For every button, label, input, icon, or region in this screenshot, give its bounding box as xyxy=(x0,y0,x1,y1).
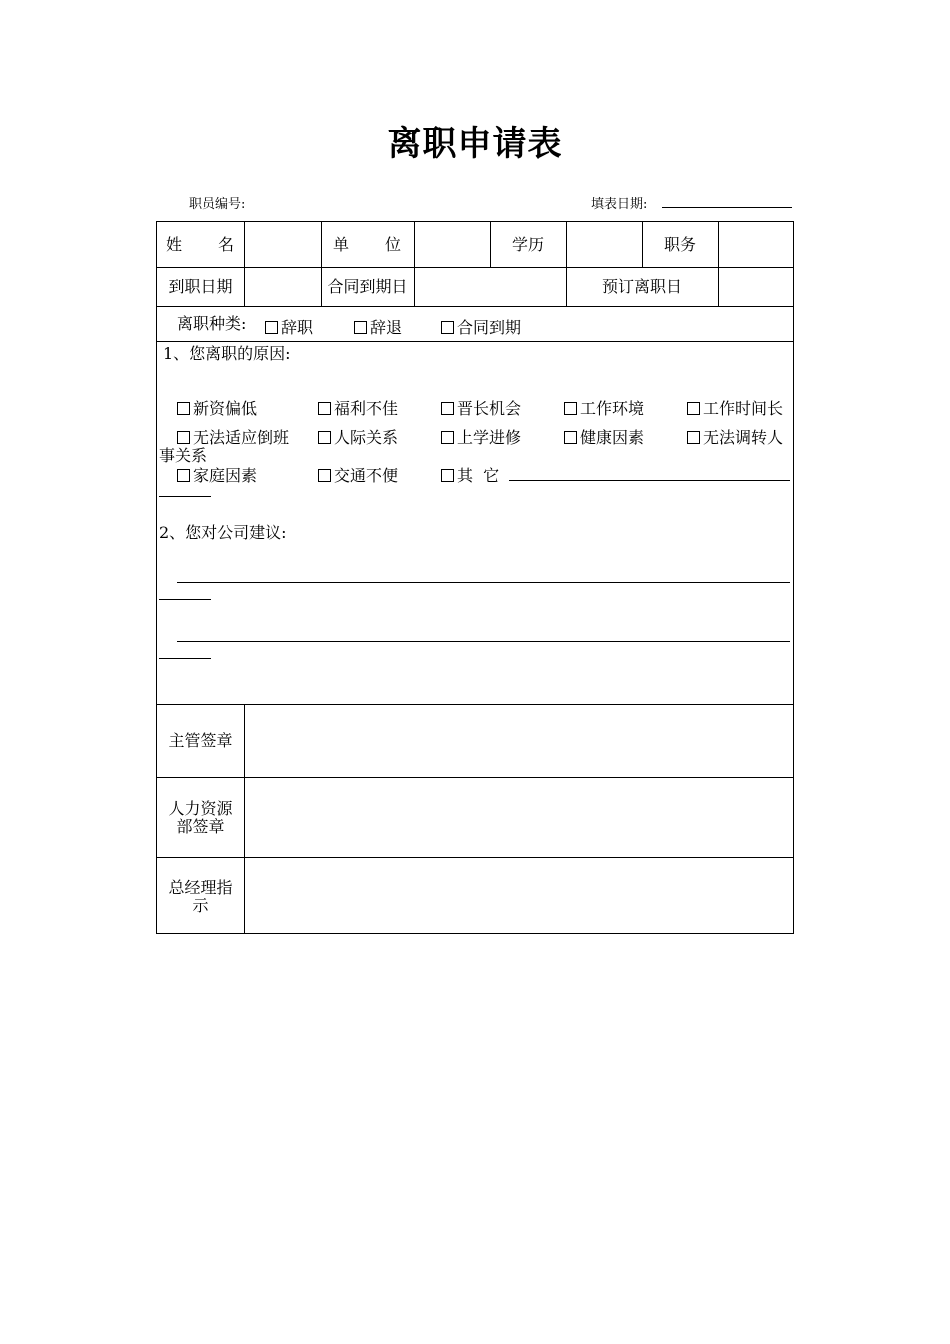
reason-option[interactable]: 工作时间长 xyxy=(687,396,783,419)
suggestion-line-1-wrap xyxy=(159,599,211,600)
fill-date-label: 填表日期: xyxy=(591,197,648,212)
other-reason-line[interactable] xyxy=(509,480,790,481)
col-divider xyxy=(321,222,322,267)
leave-type-option-dismissed[interactable]: 辞退 xyxy=(354,315,402,338)
employee-no-label: 职员编号: xyxy=(189,197,246,212)
planned-leave-label: 预订离职日 xyxy=(601,277,682,296)
checkbox-icon xyxy=(441,321,454,334)
checkbox-icon xyxy=(265,321,278,334)
checkbox-icon xyxy=(564,402,577,415)
suggestion-line-2-wrap xyxy=(159,658,211,659)
reason-option[interactable]: 福利不佳 xyxy=(318,396,398,419)
supervisor-signature-field[interactable] xyxy=(245,705,793,776)
education-label: 学历 xyxy=(511,235,544,254)
name-field[interactable] xyxy=(245,223,320,266)
suggestion-question: 2、您对公司建议: xyxy=(159,523,287,542)
suggestion-line-2[interactable] xyxy=(177,641,790,642)
leave-type-option-resign[interactable]: 辞职 xyxy=(265,315,313,338)
fill-date-field[interactable] xyxy=(662,207,792,208)
hr-signature-field[interactable] xyxy=(245,778,793,856)
reason-option[interactable]: 家庭因素 xyxy=(177,463,257,486)
page-title: 离职申请表 xyxy=(387,124,563,164)
reason-option[interactable]: 健康因素 xyxy=(564,425,644,448)
contract-end-field[interactable] xyxy=(415,268,565,305)
supervisor-signature-label: 主管签章 xyxy=(168,731,233,750)
gm-instruction-field[interactable] xyxy=(245,858,793,933)
unit-label: 单 位 xyxy=(333,235,401,254)
gm-instruction-label: 总经理指 示 xyxy=(168,878,233,915)
leave-type-option-contract-end[interactable]: 合同到期 xyxy=(441,315,521,338)
reason-option[interactable]: 晋长机会 xyxy=(441,396,521,419)
checkbox-icon xyxy=(318,431,331,444)
reason-option[interactable]: 无法调转人 xyxy=(687,425,783,448)
reason-option[interactable]: 交通不便 xyxy=(318,463,398,486)
row-divider xyxy=(157,306,793,307)
join-date-field[interactable] xyxy=(245,268,320,305)
name-label: 姓 名 xyxy=(166,235,234,254)
hr-signature-label: 人力资源 部签章 xyxy=(168,799,233,836)
education-field[interactable] xyxy=(567,223,641,266)
checkbox-icon xyxy=(318,469,331,482)
reason-option[interactable]: 工作环境 xyxy=(564,396,644,419)
contract-end-label: 合同到期日 xyxy=(327,277,408,296)
checkbox-icon xyxy=(687,431,700,444)
reason-option-wrap-text: 事关系 xyxy=(159,446,208,465)
checkbox-icon xyxy=(564,431,577,444)
reason-option-other[interactable]: 其 它 xyxy=(441,463,499,486)
reason-option[interactable]: 人际关系 xyxy=(318,425,398,448)
leave-type-label: 离职种类: xyxy=(177,314,247,333)
planned-leave-field[interactable] xyxy=(719,268,793,305)
row-divider xyxy=(157,341,793,342)
other-reason-line-wrap xyxy=(159,496,211,497)
reason-option[interactable]: 无法适应倒班 xyxy=(177,425,289,448)
join-date-label: 到职日期 xyxy=(168,277,233,296)
checkbox-icon xyxy=(441,469,454,482)
position-label: 职务 xyxy=(663,235,696,254)
checkbox-icon xyxy=(177,469,190,482)
checkbox-icon xyxy=(354,321,367,334)
reasons-question: 1、您离职的原因: xyxy=(163,344,291,363)
checkbox-icon xyxy=(687,402,700,415)
reason-option[interactable]: 新资偏低 xyxy=(177,396,257,419)
suggestion-line-1[interactable] xyxy=(177,582,790,583)
resignation-form-table xyxy=(156,221,794,934)
unit-field[interactable] xyxy=(415,223,489,266)
reason-option[interactable]: 上学进修 xyxy=(441,425,521,448)
checkbox-icon xyxy=(441,402,454,415)
checkbox-icon xyxy=(318,402,331,415)
checkbox-icon xyxy=(441,431,454,444)
checkbox-icon xyxy=(177,402,190,415)
position-field[interactable] xyxy=(719,223,793,266)
